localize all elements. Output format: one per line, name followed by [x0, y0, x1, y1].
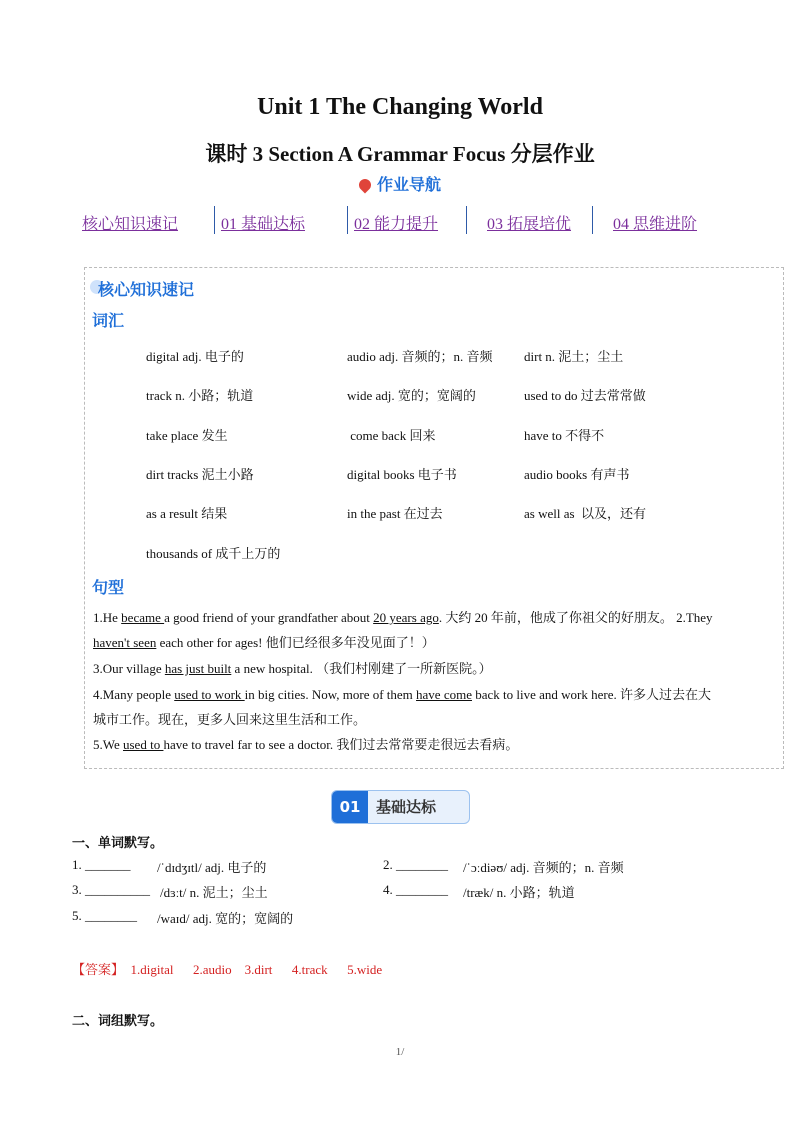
section-number: 01 [332, 791, 368, 823]
question-2-heading: 二、词组默写。 [72, 1014, 164, 1029]
sentence-text: 3.Our village [93, 661, 165, 676]
sentence-text: 1.He [93, 610, 122, 625]
sentence-underline: haven't seen [93, 635, 157, 650]
nav-heading-text: 作业导航 [376, 175, 441, 194]
location-pin-icon [356, 177, 373, 194]
vocab-item: dirt tracks 泥土小路 [146, 467, 254, 482]
vocab-item: digital books 电子书 [347, 467, 457, 482]
vocab-item: audio adj. 音频的；n. 音频 [347, 349, 493, 364]
vocab-item: used to do 过去常常做 [524, 388, 646, 403]
vocab-item: come back 回来 [347, 428, 436, 443]
sentence-text: . 大约 20 年前，他成了你祖父的好朋友。 2.They [438, 610, 713, 625]
answer-label: 【答案】 [72, 962, 125, 977]
section-label: 基础达标 [376, 798, 437, 816]
item-blank: 3. __________ [72, 882, 150, 897]
lesson-subtitle: 课时 3 Section A Grammar Focus 分层作业 [205, 142, 595, 166]
vocab-item: take place 发生 [146, 428, 228, 443]
item-blank: 1. _______ [72, 857, 131, 872]
vocab-item: in the past 在过去 [347, 506, 443, 521]
sentence-text: back to live and work here. 许多人过去在大 [471, 687, 711, 702]
nav-divider [592, 206, 593, 234]
vocab-item: audio books 有声书 [524, 467, 630, 482]
item-blank: 4. ________ [383, 882, 448, 897]
question-1-heading: 一、单词默写。 [72, 836, 164, 851]
core-heading [90, 277, 194, 300]
vocab-item: thousands of 成千上万的 [146, 546, 281, 561]
nav-divider [347, 206, 348, 234]
item-hint: /træk/ n. 小路；轨道 [463, 885, 575, 900]
sentence-4-cont: 城市工作。现在，更多人回来这里生活和工作。 [93, 712, 367, 727]
vocab-heading: 词汇 [92, 311, 125, 330]
sentence-text: each other for ages! 他们已经很多年没见面了！） [156, 635, 435, 650]
page-number: 1/ [395, 1046, 405, 1058]
sentence-text: in big cities. Now, more of them [244, 687, 417, 702]
sentence-heading: 句型 [92, 578, 125, 597]
document-title: Unit 1 The Changing World [257, 94, 543, 120]
sentence-5 [93, 734, 773, 753]
nav-divider [466, 206, 467, 234]
nav-divider [214, 206, 215, 234]
sentence-underline: has just built [164, 661, 232, 676]
item-hint: /ˈdɪdʒɪtl/ adj. 电子的 [157, 860, 267, 875]
vocab-item: wide adj. 宽的；宽阔的 [347, 388, 476, 403]
vocab-item: as a result 结果 [146, 506, 228, 521]
sentence-underline: became [121, 610, 165, 625]
nav-link-03[interactable]: 03 拓展培优 [487, 216, 572, 233]
item-hint: /ˈɔːdiəʊ/ adj. 音频的；n. 音频 [463, 860, 624, 875]
vocab-item: track n. 小路；轨道 [146, 388, 254, 403]
item-hint: /waɪd/ adj. 宽的；宽阔的 [157, 911, 294, 926]
answer-line [72, 959, 382, 978]
sentence-underline: have come [416, 687, 472, 702]
vocab-item: dirt n. 泥土；尘土 [524, 349, 624, 364]
vocab-item: have to 不得不 [524, 428, 605, 443]
sentence-text: 5.We [93, 737, 123, 752]
item-hint: /dɜːt/ n. 泥土；尘土 [160, 885, 268, 900]
nav-link-02[interactable]: 02 能力提升 [354, 216, 439, 233]
nav-link-core[interactable]: 核心知识速记 [82, 216, 179, 233]
sentence-text: a new hospital. （我们村刚建了一所新医院。） [231, 661, 492, 676]
sentence-text: have to travel far to see a doctor. 我们过去常常要走很远去看病。 [163, 737, 519, 752]
sentence-1 [93, 607, 773, 626]
sentence-underline: 20 years ago [373, 610, 439, 625]
answer-text: 1.digital 2.audio 3.dirt 4.track 5.wide [130, 962, 383, 977]
nav-heading [0, 172, 800, 195]
nav-link-04[interactable]: 04 思维进阶 [613, 216, 698, 233]
section-01-badge [331, 790, 470, 824]
sentence-text: 4.Many people [93, 687, 175, 702]
item-blank: 2. ________ [383, 857, 448, 872]
item-blank: 5. ________ [72, 908, 137, 923]
nav-link-01[interactable]: 01 基础达标 [221, 216, 306, 233]
sentence-3 [93, 658, 773, 677]
sentence-underline: used to [123, 737, 164, 752]
sentence-2 [93, 632, 773, 651]
sentence-4 [93, 684, 773, 703]
sentence-text: a good friend of your grandfather about [164, 610, 374, 625]
vocab-item: as well as 以及，还有 [524, 506, 647, 521]
sentence-underline: used to work [174, 687, 245, 702]
core-heading-text: 核心知识速记 [98, 280, 195, 299]
vocab-item: digital adj. 电子的 [146, 349, 244, 364]
